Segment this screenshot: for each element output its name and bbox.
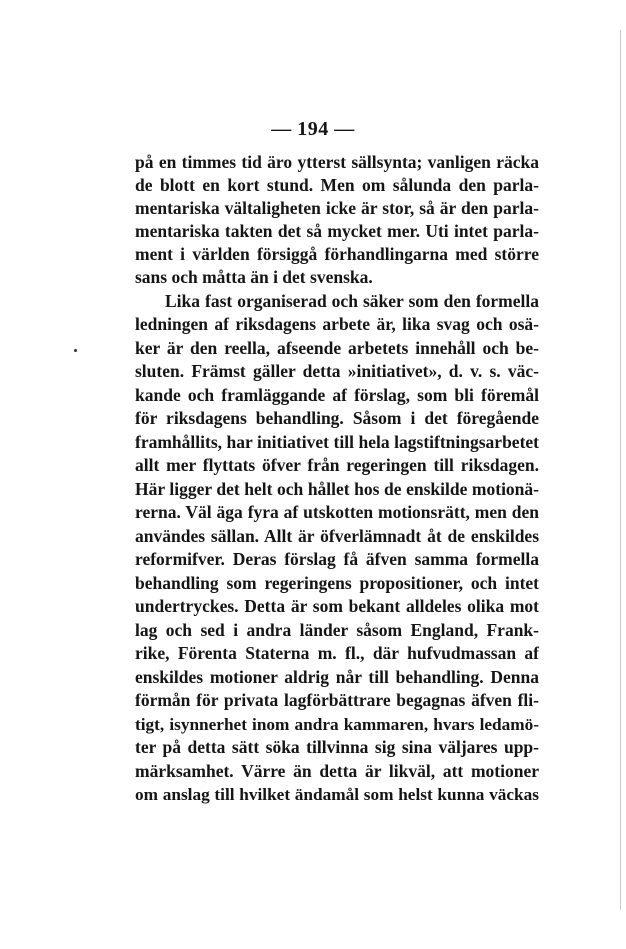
text-line: på en timmes tid äro ytterst sällsynta; vanligen räcka (135, 152, 539, 172)
text-line: Här ligger det helt och hållet hos de enskilde motionä- (135, 479, 539, 499)
text-line: kande och framläggande af förslag, som bli föremål (135, 385, 539, 405)
text-line: reformifver. Deras förslag få äfven samma formella (135, 549, 539, 569)
text-line: mentariska vältaligheten icke är stor, så är den parla- (135, 198, 539, 218)
text-line: märksamhet. Värre än detta är likväl, att motioner (135, 761, 539, 781)
text-line: undertryckes. Detta är som bekant alldeles olika mot (135, 596, 539, 616)
text-line: de blott en kort stund. Men om sålunda den parla- (135, 175, 539, 195)
text-line: behandling som regeringens propositioner, och intet (135, 573, 539, 593)
text-line: om anslag till hvilket ändamål som helst kunna väckas (135, 785, 539, 804)
text-line: enskildes motioner aldrig når till behandling. Denna (135, 667, 539, 687)
text-line: sluten. Främst gäller detta »initiativet», d. v. s. väc- (135, 361, 539, 381)
text-line: tigt, isynnerhet inom andra kammaren, hvars ledamö- (135, 715, 539, 734)
page-number: — 194 — (271, 118, 355, 140)
text-line: ter på detta sätt söka tillvinna sig sina väljares upp- (135, 737, 539, 757)
text-line: ment i världen försiggå förhandlingarna med större (135, 244, 539, 264)
text-line: sans och måtta än i det svenska. (135, 267, 373, 287)
page-edge-line (620, 30, 621, 910)
text-line: framhållits, har initiativet till hela lagstiftningsarbetet (135, 432, 539, 452)
text-line: allt mer flyttats öfver från regeringen till riksdagen. (135, 455, 539, 475)
text-line: för riksdagens behandling. Såsom i det föregående (135, 408, 539, 428)
text-line: rike, Förenta Staterna m. fl., där hufvudmassan af (135, 643, 539, 663)
text-line: ker är den reella, afseende arbetets innehåll och be- (135, 338, 539, 358)
text-line: rerna. Väl äga fyra af utskotten motionsrätt, men den (135, 502, 539, 522)
print-speck (74, 349, 77, 352)
text-line: lag och sed i andra länder såsom England, Frank- (135, 620, 539, 640)
text-line: Lika fast organiserad och säker som den formella (165, 291, 539, 311)
text-line: mentariska takten det så mycket mer. Uti intet parla- (135, 221, 539, 241)
text-line: ledningen af riksdagens arbete är, lika svag och osä- (135, 314, 539, 334)
text-line: användes sällan. Allt är öfverlämnadt åt de enskildes (135, 526, 539, 546)
text-line: förmån för privata lagförbättrare begagnas äfven fli- (135, 690, 539, 710)
